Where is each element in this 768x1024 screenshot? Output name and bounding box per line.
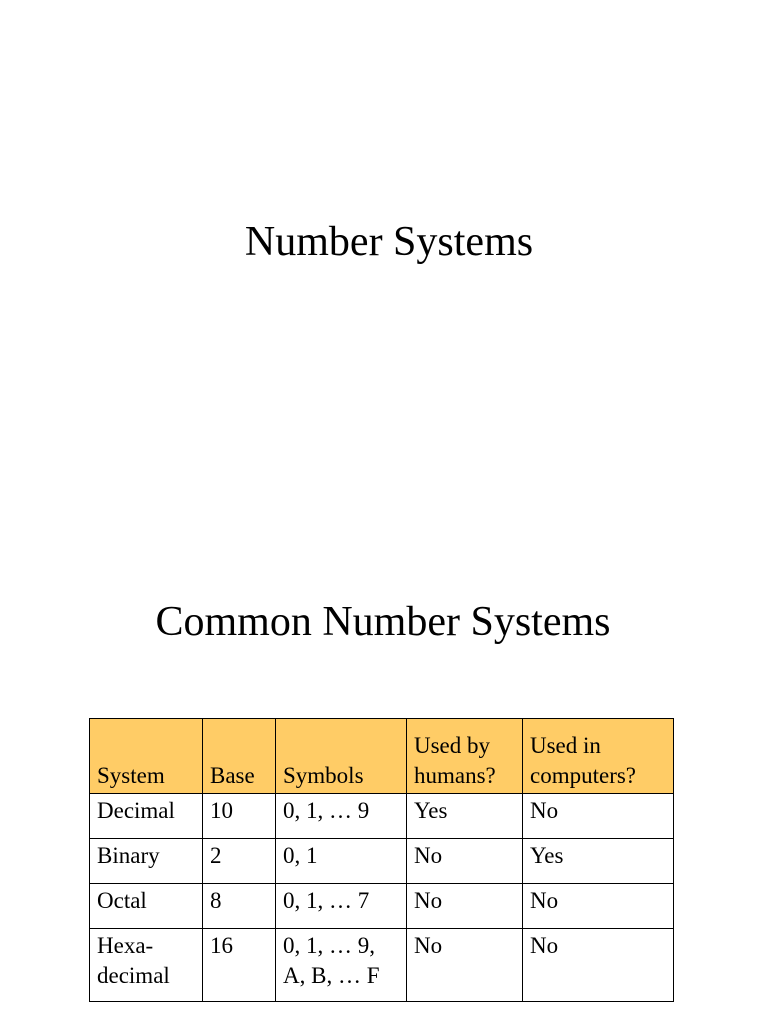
cell-system	[90, 794, 203, 839]
cell-symbols	[276, 794, 407, 839]
cell-symbols	[276, 884, 407, 929]
cell-symbols-line1: 0, 1, … 9	[283, 798, 370, 823]
cell-symbols	[276, 839, 407, 884]
cell-base: 10	[203, 794, 276, 839]
cell-system-line2: decimal	[97, 963, 170, 988]
table-row	[90, 884, 674, 929]
cell-system	[90, 839, 203, 884]
header-used-in-computers-line1: Used in	[530, 733, 601, 758]
slide-title-number-systems: Number Systems	[244, 219, 534, 265]
cell-used-by-humans: No	[407, 839, 523, 884]
cell-base: 8	[203, 884, 276, 929]
cell-used-by-humans: Yes	[407, 794, 523, 839]
cell-system-line1: Binary	[97, 843, 160, 868]
header-base: Base	[203, 719, 276, 794]
cell-symbols-line1: 0, 1, … 7	[283, 888, 370, 913]
cell-used-in-computers: Yes	[523, 839, 674, 884]
slide-title-common-number-systems: Common Number Systems	[155, 599, 611, 645]
cell-used-by-humans: No	[407, 884, 523, 929]
header-used-by-humans	[407, 719, 523, 794]
cell-base: 2	[203, 839, 276, 884]
cell-used-by-humans: No	[407, 929, 523, 1002]
header-used-in-computers	[523, 719, 674, 794]
cell-used-in-computers: No	[523, 884, 674, 929]
cell-base: 16	[203, 929, 276, 1002]
cell-symbols-line2: A, B, … F	[283, 963, 380, 988]
cell-used-in-computers: No	[523, 794, 674, 839]
cell-symbols	[276, 929, 407, 1002]
cell-symbols-line1: 0, 1, … 9,	[283, 933, 375, 958]
cell-system	[90, 884, 203, 929]
cell-system-line1: Decimal	[97, 798, 175, 823]
cell-used-in-computers: No	[523, 929, 674, 1002]
cell-system-line1: Octal	[97, 888, 147, 913]
header-used-in-computers-line2: computers?	[530, 763, 637, 788]
header-symbols: Symbols	[276, 719, 407, 794]
cell-symbols-line1: 0, 1	[283, 843, 318, 868]
cell-system	[90, 929, 203, 1002]
table-header-row	[90, 719, 674, 794]
table-row	[90, 794, 674, 839]
number-systems-table	[89, 718, 674, 1002]
table-row	[90, 839, 674, 884]
header-system: System	[90, 719, 203, 794]
header-used-by-humans-line1: Used by	[414, 733, 491, 758]
header-used-by-humans-line2: humans?	[414, 763, 496, 788]
cell-system-line1: Hexa-	[97, 933, 154, 958]
table-row	[90, 929, 674, 1002]
